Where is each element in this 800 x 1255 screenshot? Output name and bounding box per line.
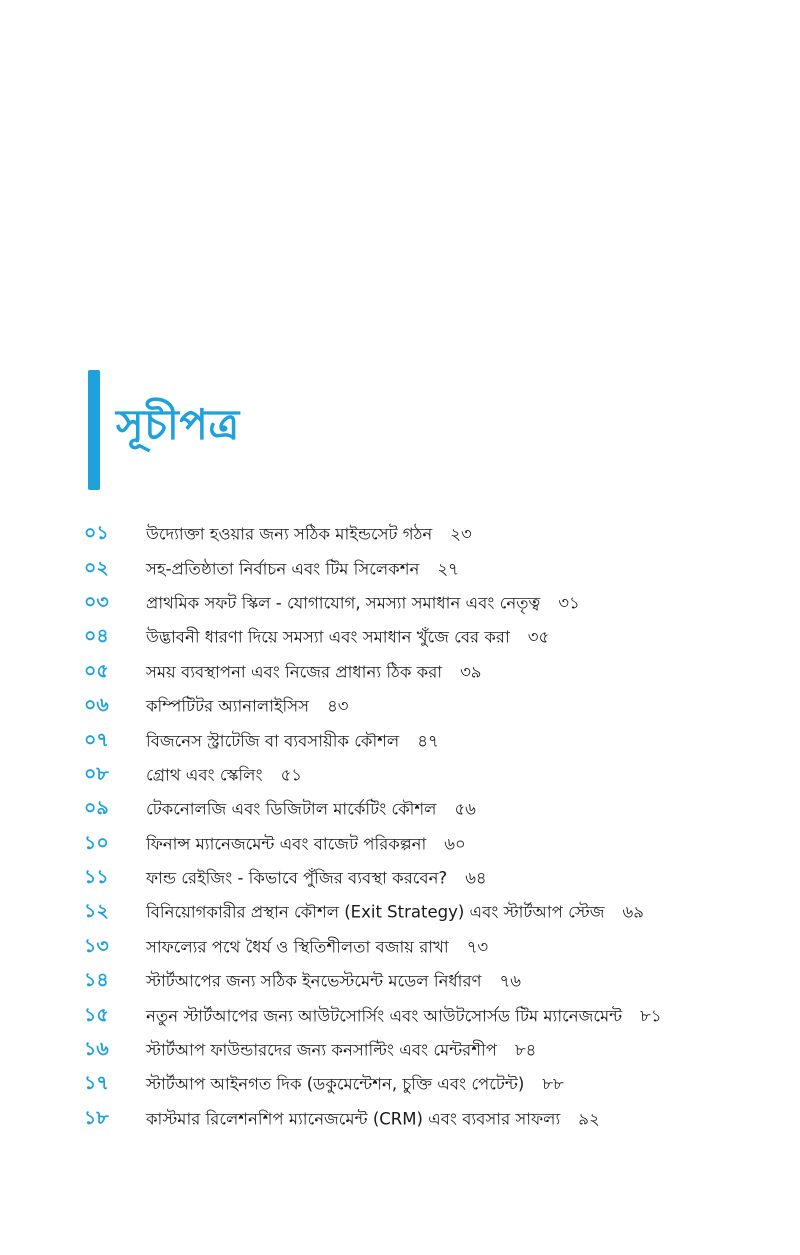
- toc-row: [0, 656, 800, 690]
- chapter-number: ১৫: [84, 1003, 109, 1026]
- chapter-entry: [146, 1072, 564, 1099]
- chapter-page-number: ৮৪: [514, 1040, 537, 1060]
- toc-row: [0, 828, 800, 862]
- table-of-contents: [0, 518, 800, 1137]
- chapter-title: টেকনোলজি এবং ডিজিটাল মার্কেটিং কৌশল: [146, 799, 437, 819]
- chapter-number: ১১: [84, 866, 109, 889]
- chapter-title: কম্পিটিটর অ্যানালাইসিস: [146, 696, 310, 716]
- toc-row: [0, 621, 800, 655]
- chapter-entry: [146, 969, 521, 996]
- chapter-title: উদ্ভাবনী ধারণা দিয়ে সমস্যা এবং সমাধান খুঁজে বের করা: [146, 627, 510, 647]
- chapter-entry: [146, 728, 439, 755]
- chapter-page-number: ৪৩: [327, 696, 349, 716]
- toc-row: [0, 931, 800, 965]
- chapter-entry: [146, 762, 302, 789]
- chapter-page-number: ২৭: [437, 559, 459, 579]
- chapter-number: ১৮: [84, 1106, 109, 1129]
- chapter-entry: [146, 1106, 600, 1133]
- page-title: সূচীপত্র: [116, 400, 240, 449]
- chapter-title: ফিনান্স ম্যানেজমেন্ট এবং বাজেট পরিকল্পনা: [146, 834, 427, 854]
- chapter-title: ফান্ড রেইজিং - কিভাবে পুঁজির ব্যবস্থা করবেন?: [146, 868, 448, 888]
- chapter-title: নতুন স্টার্টআপের জন্য আউটসোর্সিং এবং আউটসোর্সড টিম ম্যানেজমেন্ট: [146, 1006, 623, 1026]
- chapter-title: সময় ব্যবস্থাপনা এবং নিজের প্রাধান্য ঠিক করা: [146, 662, 443, 682]
- toc-row: [0, 896, 800, 930]
- chapter-entry: [146, 694, 349, 721]
- toc-row: [0, 587, 800, 621]
- toc-row: [0, 690, 800, 724]
- chapter-entry: [146, 797, 476, 824]
- chapter-number: ১৪: [84, 969, 109, 992]
- chapter-page-number: ৮১: [640, 1006, 662, 1026]
- chapter-number: ০৮: [84, 762, 109, 785]
- chapter-page-number: ৬৯: [622, 902, 644, 922]
- chapter-entry: [146, 659, 482, 686]
- toc-row: [0, 862, 800, 896]
- chapter-number: ০৬: [84, 694, 109, 717]
- chapter-number: ০৫: [84, 659, 109, 682]
- chapter-entry: [146, 1038, 536, 1065]
- chapter-entry: [146, 1003, 662, 1030]
- chapter-page-number: ৭৬: [499, 971, 521, 991]
- chapter-page-number: ৩১: [558, 593, 580, 613]
- chapter-title: স্টার্টআপের জন্য সঠিক ইনভেস্টমেন্ট মডেল নির্ধারণ: [146, 971, 482, 991]
- chapter-title: প্রাথমিক সফট স্কিল - যোগাযোগ, সমস্যা সমাধান এবং নেতৃত্ব: [146, 593, 541, 613]
- chapter-number: ০২: [84, 556, 109, 579]
- chapter-title: বিনিয়োগকারীর প্রস্থান কৌশল (Exit Strategy) এবং স্টার্টআপ স্টেজ: [146, 902, 605, 922]
- chapter-entry: [146, 556, 459, 583]
- chapter-page-number: ৪৭: [417, 731, 439, 751]
- chapter-page-number: ২৩: [450, 524, 472, 544]
- chapter-title: সাফল্যের পথে ধৈর্য ও স্থিতিশীলতা বজায় রাখা: [146, 937, 449, 957]
- chapter-title: সহ-প্রতিষ্ঠাতা নির্বাচন এবং টিম সিলেকশন: [146, 559, 420, 579]
- chapter-page-number: ৮৮: [542, 1074, 564, 1094]
- chapter-page-number: ৬০: [444, 834, 466, 854]
- chapter-number: ১২: [84, 900, 109, 923]
- toc-row: [0, 552, 800, 586]
- chapter-entry: [146, 934, 488, 961]
- toc-row: [0, 1034, 800, 1068]
- chapter-number: ১৬: [84, 1038, 109, 1061]
- chapter-page-number: ৫১: [280, 765, 302, 785]
- chapter-page-number: ৫৬: [454, 799, 476, 819]
- toc-row: [0, 759, 800, 793]
- chapter-number: ০৪: [84, 625, 109, 648]
- toc-row: [0, 965, 800, 999]
- chapter-page-number: ৩৫: [527, 627, 550, 647]
- heading-accent-bar: [88, 370, 100, 490]
- chapter-title: স্টার্টআপ ফাউন্ডারদের জন্য কনসাল্টিং এবং মেন্টরশীপ: [146, 1040, 497, 1060]
- chapter-number: ০৭: [84, 728, 109, 751]
- chapter-title: উদ্যোক্তা হওয়ার জন্য সঠিক মাইন্ডসেট গঠন: [146, 524, 433, 544]
- toc-row: [0, 793, 800, 827]
- chapter-page-number: ৯২: [578, 1109, 600, 1129]
- chapter-number: ০৯: [84, 797, 109, 820]
- chapter-entry: [146, 866, 487, 893]
- toc-row: [0, 1068, 800, 1102]
- toc-row: [0, 518, 800, 552]
- chapter-number: ১০: [84, 831, 109, 854]
- chapter-page-number: ৩৯: [460, 662, 482, 682]
- toc-row: [0, 1103, 800, 1137]
- chapter-number: ১৭: [84, 1072, 109, 1095]
- chapter-number: ০১: [84, 522, 109, 545]
- chapter-entry: [146, 522, 472, 549]
- chapter-title: গ্রোথ এবং স্কেলিং: [146, 765, 263, 785]
- chapter-entry: [146, 831, 466, 858]
- toc-row: [0, 724, 800, 758]
- chapter-title: কাস্টমার রিলেশনশিপ ম্যানেজমেন্ট (CRM) এবং ব্যবসার সাফল্য: [146, 1109, 561, 1129]
- chapter-entry: [146, 900, 644, 927]
- chapter-page-number: ৭৩: [466, 937, 489, 957]
- chapter-title: বিজনেস স্ট্রাটেজি বা ব্যবসায়ীক কৌশল: [146, 731, 400, 751]
- chapter-number: ১৩: [84, 934, 109, 957]
- chapter-entry: [146, 590, 580, 617]
- chapter-title: স্টার্টআপ আইনগত দিক (ডকুমেন্টেশন, চুক্তি এবং পেটেন্ট): [146, 1074, 525, 1094]
- toc-row: [0, 999, 800, 1033]
- chapter-number: ০৩: [84, 590, 109, 613]
- chapter-page-number: ৬৪: [465, 868, 487, 888]
- chapter-entry: [146, 625, 549, 652]
